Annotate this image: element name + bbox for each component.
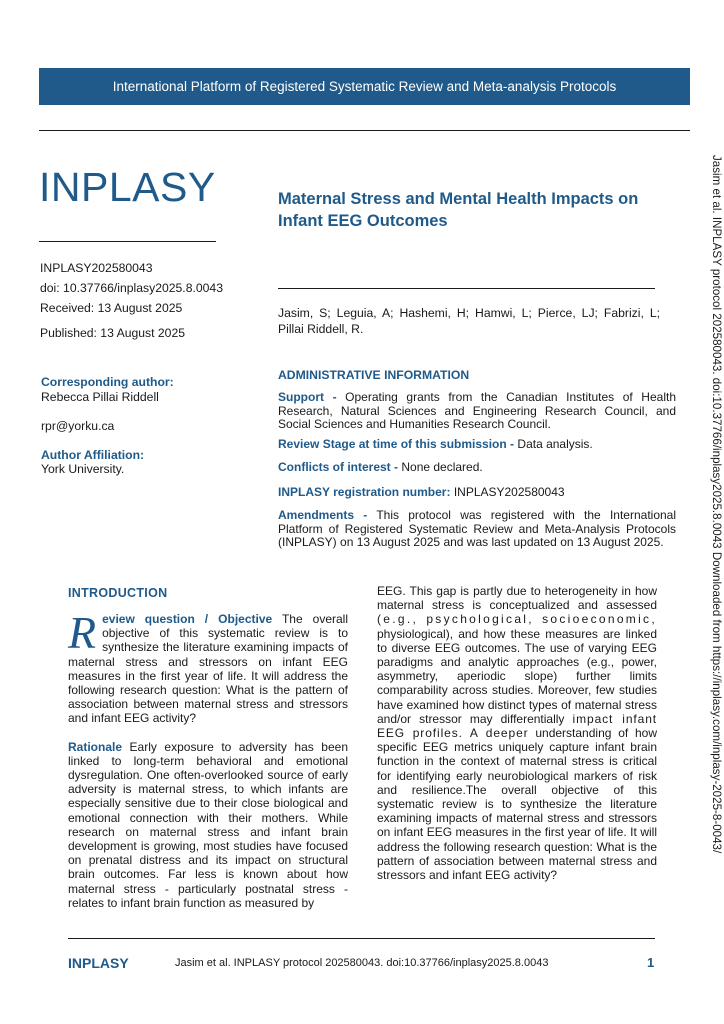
author-list: Jasim, S; Leguia, A; Hashemi, H; Hamwi, L; Pierce, LJ; Fabrizi, L; Pillai Riddell, R. <box>278 306 660 336</box>
amendments-text: This protocol was registered with the International Platform of Registered Systematic Review and Meta-Analysis Protocols (INPLASY) on 13 August 2025 and was last updated on 13 August 2025. <box>278 508 676 550</box>
inplasy-logo: INPLASY <box>39 164 216 210</box>
protocol-id: INPLASY202580043 <box>40 261 153 275</box>
intro-left-column <box>68 607 348 910</box>
rationale-label: Rationale <box>68 739 123 754</box>
footer-rule <box>68 938 655 939</box>
right-column-text-1: EEG. This gap is partly due to heterogeneity in how maternal stress is conceptualized and assessed <box>377 584 657 613</box>
conflicts-text: None declared. <box>398 460 483 474</box>
support-paragraph <box>278 391 676 432</box>
logo-rule <box>39 241 216 242</box>
support-label: Support - <box>278 390 337 404</box>
review-question-paragraph <box>68 607 348 726</box>
sidebar-citation: Jasim et al. INPLASY protocol 202580043. doi:10.37766/inplasy2025.8.0043 Downloaded from https://inplasy.com/inplasy-2025-8-0043/ <box>710 155 723 854</box>
right-column-text-2: (e.g., psychological, socioeconomic, <box>377 612 657 627</box>
right-column-text-5: understanding of how specific EEG metrics uniquely capture infant brain function in the context of maternal stress is critical for identifying early neurobiological markers of risk and resilience.The overall objective of this systematic review is to synthesize the literature examining impacts of maternal stress and stressors on infant EEG measures in the first year of life. It will address the following research question: What is the pattern of association between maternal stress and stressors and infant EEG activity? <box>377 726 658 883</box>
corresponding-author-email[interactable]: rpr@yorku.ca <box>41 419 115 433</box>
rationale-text: Early exposure to adversity has been linked to long-term behavioral and emotional dysregulation. One often-overlooked source of early adversity is maternal stress, to which infants are especially sensitive due to their close biological and emotional connection with their mothers. While research on maternal stress and infant brain development is growing, most studies have focused on prenatal distress and its impact on structural brain outcomes. Far less is known about how maternal stress - particularly postnatal stress - relates to infant brain function as measured by <box>68 739 348 910</box>
footer-logo: INPLASY <box>68 955 129 971</box>
review-question-label: eview question / Objective <box>102 612 273 626</box>
corresponding-author-label: Corresponding author: <box>41 375 174 389</box>
amendments-paragraph <box>278 509 676 550</box>
drop-cap: R <box>68 607 97 658</box>
support-text: Operating grants from the Canadian Institutes of Health Research, Natural Sciences and Engineering Research Council, and Social Sciences and Humanities Research Council. <box>278 390 676 432</box>
stage-paragraph <box>278 438 676 452</box>
page-number: 1 <box>647 955 655 970</box>
received-date: Received: 13 August 2025 <box>40 301 183 315</box>
footer-citation: Jasim et al. INPLASY protocol 202580043. doi:10.37766/inplasy2025.8.0043 <box>175 957 549 969</box>
stage-text: Data analysis. <box>514 437 593 451</box>
amendments-label: Amendments - <box>278 508 368 522</box>
introduction-heading: INTRODUCTION <box>68 586 168 600</box>
stage-label: Review Stage at time of this submission - <box>278 437 515 451</box>
registration-label: INPLASY registration number: <box>278 485 451 499</box>
right-column-text-3: physiological), and how these measures are linked to diverse EEG outcomes. The use of varying EEG paradigms and analytic approaches (e.g., power, asymmetry, aperiodic slope) further limits comparability across studies. Moreover, few studies have examined how distinct types of maternal stress and/or stressor may differentially <box>377 626 657 726</box>
admin-heading: ADMINISTRATIVE INFORMATION <box>278 368 470 382</box>
rationale-paragraph <box>68 740 348 910</box>
doi-text[interactable]: doi: 10.37766/inplasy2025.8.0043 <box>40 281 223 295</box>
title-rule <box>278 288 655 289</box>
intro-right-column <box>377 584 657 882</box>
registration-number: INPLASY202580043 <box>450 485 565 499</box>
header-banner: International Platform of Registered Systematic Review and Meta-analysis Protocols <box>39 68 690 105</box>
affiliation-label: Author Affiliation: <box>41 448 145 462</box>
paper-title: Maternal Stress and Mental Health Impacts on Infant EEG Outcomes <box>278 190 639 230</box>
registration-paragraph <box>278 486 676 500</box>
corresponding-author-name: Rebecca Pillai Riddell <box>41 390 159 404</box>
review-question-text: The overall objective of this systematic review is to synthesize the literature examining impacts of maternal stress and stressors on infant EEG measures in the first year of life. It will address the following research question: What is the pattern of association between maternal stress and stressors and infant EEG activity? <box>68 612 348 726</box>
top-rule <box>39 130 690 131</box>
affiliation-text: York University. <box>41 462 125 476</box>
conflicts-paragraph <box>278 461 676 475</box>
right-column-text-4: impact infant EEG profiles. A deeper <box>377 711 658 741</box>
conflicts-label: Conflicts of interest - <box>278 460 399 474</box>
published-date: Published: 13 August 2025 <box>40 326 186 340</box>
